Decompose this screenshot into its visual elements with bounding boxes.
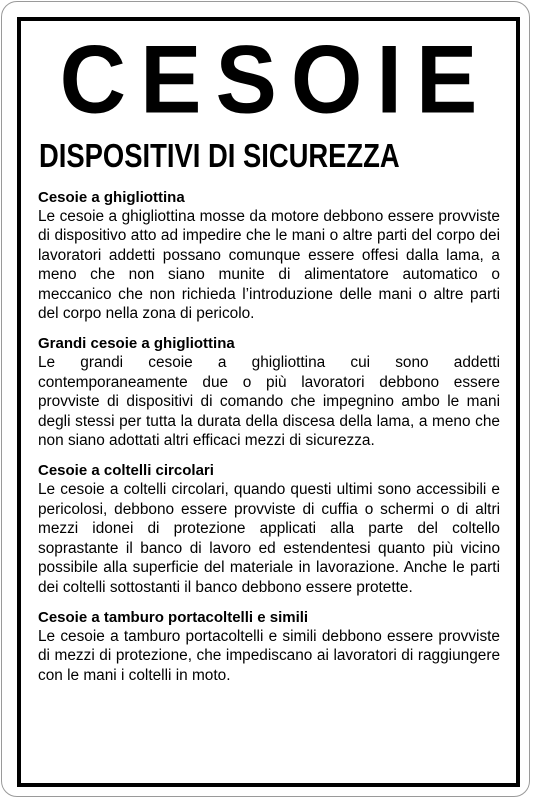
section-body: Le cesoie a coltelli circolari, quando questi ultimi sono accessibili e pericolosi, debbono essere provviste di cuffia o schermi o di altri mezzi idonei di protezione applicati alla parte del coltello soprastante il banco di lavoro ed estendentesi quanto più vicino possibile alla superficie del materiale in lavorazione. Anche le parti dei coltelli sottostanti il banco debbono essere protette. [38,481,500,596]
section-heading: Grandi cesoie a ghigliottina [38,335,235,353]
section-grandi-cesoie-ghigliottina [38,335,500,450]
section-body: Le cesoie a ghigliottina mosse da motore debbono essere provviste di dispositivo atto ad impedire che le mani o altre parti del corpo dei lavoratori addetti possano comunque essere offesi dalla lama, a meno che non siano munite di alimentatore automatico o meccanico che non richieda l’introduzione delle mani o altre parti del corpo nella zona di pericolo. [38,208,500,323]
sign-subtitle: DISPOSITIVI DI SICUREZZA [39,137,400,174]
section-cesoie-coltelli-circolari [38,462,500,596]
section-heading: Cesoie a coltelli circolari [38,462,214,480]
section-body: Le grandi cesoie a ghigliottina cui sono addetti contemporaneamente due o più lavoratori debbono essere provviste di dispositivi di comando che impegnino ambo le mani degli stessi per tutta la durata della discesa della lama, a meno che non siano adottati altri efficaci mezzi di sicurezza. [38,354,500,450]
sign-title: CESOIE [59,26,492,134]
section-cesoie-ghigliottina [38,189,500,323]
sign-content [38,189,500,697]
section-body: Le cesoie a tamburo portacoltelli e simili debbono essere provviste di mezzi di protezione, che impediscano ai lavoratori di raggiungere con le mani i coltelli in moto. [38,627,500,684]
section-cesoie-tamburo [38,609,500,685]
sign-frame [17,17,520,787]
section-heading: Cesoie a tamburo portacoltelli e simili [38,608,309,626]
section-heading: Cesoie a ghigliottina [38,189,185,206]
safety-sign [1,1,530,797]
